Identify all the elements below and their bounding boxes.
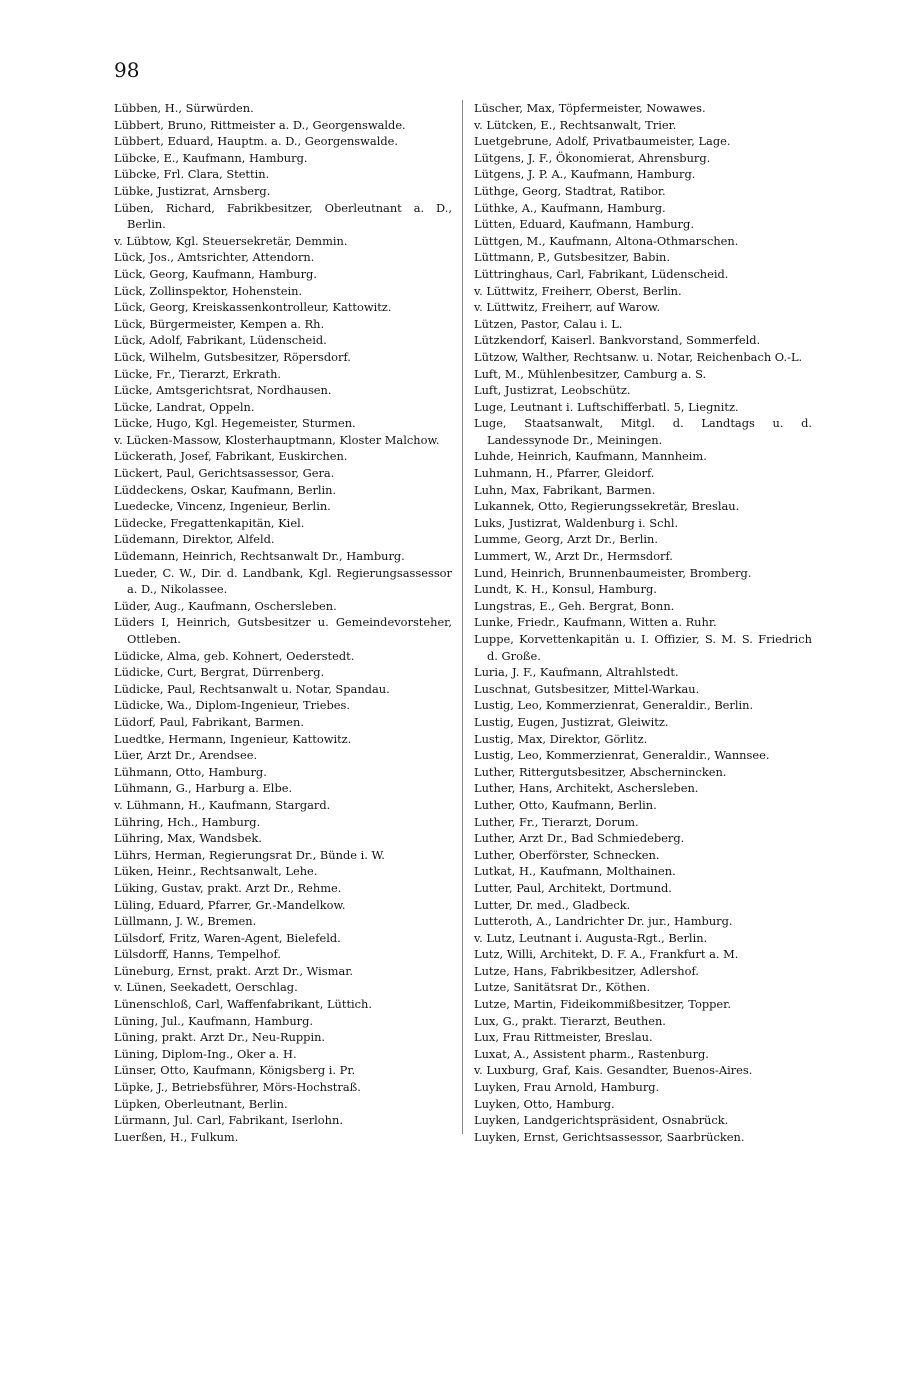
directory-entry: Lünenschloß, Carl, Waffenfabrikant, Lüttich.	[114, 997, 373, 1012]
directory-entry: Luge, Leutnant i. Luftschifferbatl. 5, Liegnitz.	[474, 399, 739, 414]
directory-entry: Lühmann, Otto, Hamburg.	[114, 764, 267, 779]
directory-entry: Luyken, Otto, Hamburg.	[474, 1096, 615, 1111]
directory-entry: Lütgens, J. P. A., Kaufmann, Hamburg.	[474, 167, 696, 182]
directory-entry: Luge, Staatsanwalt, Mitgl. d. Landtags u. d. Landessynode Dr., Meiningen.	[474, 416, 812, 447]
directory-entry: Luedecke, Vincenz, Ingenieur, Berlin.	[114, 499, 331, 514]
directory-entry: Lück, Bürgermeister, Kempen a. Rh.	[114, 316, 325, 331]
directory-entry: v. Lünen, Seekadett, Oerschlag.	[114, 980, 298, 995]
directory-entry: Lüttringhaus, Carl, Fabrikant, Lüdenscheid.	[474, 266, 729, 281]
directory-entry: Lüdicke, Paul, Rechtsanwalt u. Notar, Spandau.	[114, 681, 390, 696]
directory-entry: Lutteroth, A., Landrichter Dr. jur., Hamburg.	[474, 914, 733, 929]
directory-entry: Lück, Jos., Amtsrichter, Attendorn.	[114, 250, 315, 265]
directory-entry: Lübke, Justizrat, Arnsberg.	[114, 183, 271, 198]
directory-entry: Lückerath, Josef, Fabrikant, Euskirchen.	[114, 449, 348, 464]
directory-entry: Lüdemann, Direktor, Alfeld.	[114, 532, 275, 547]
directory-entry: Lück, Wilhelm, Gutsbesitzer, Röpersdorf.	[114, 349, 351, 364]
directory-entry: Lundt, K. H., Konsul, Hamburg.	[474, 582, 657, 597]
directory-entry: Lühring, Hch., Hamburg.	[114, 814, 261, 829]
directory-entry: Lübcke, E., Kaufmann, Hamburg.	[114, 150, 308, 165]
directory-entry: Luria, J. F., Kaufmann, Altrahlstedt.	[474, 665, 679, 680]
directory-entry: Luetgebrune, Adolf, Privatbaumeister, Lage.	[474, 134, 731, 149]
page-number: 98	[114, 58, 140, 82]
directory-entry: Lüpken, Oberleutnant, Berlin.	[114, 1096, 288, 1111]
directory-entry: Luyken, Frau Arnold, Hamburg.	[474, 1080, 660, 1095]
directory-entry: Lüthke, A., Kaufmann, Hamburg.	[474, 200, 666, 215]
directory-entry: Lund, Heinrich, Brunnenbaumeister, Bromberg.	[474, 565, 752, 580]
directory-entry: Lüdemann, Heinrich, Rechtsanwalt Dr., Hamburg.	[114, 549, 405, 564]
directory-entry: Lünser, Otto, Kaufmann, Königsberg i. Pr.	[114, 1063, 356, 1078]
directory-entry: Lutz, Willi, Architekt, D. F. A., Frankfurt a. M.	[474, 947, 739, 962]
directory-entry: Lüdorf, Paul, Fabrikant, Barmen.	[114, 714, 304, 729]
directory-entry: Lutze, Hans, Fabrikbesitzer, Adlershof.	[474, 963, 699, 978]
directory-entry: Lühmann, G., Harburg a. Elbe.	[114, 781, 293, 796]
directory-entry: Luhmann, H., Pfarrer, Gleidorf.	[474, 466, 655, 481]
directory-entry: Lützow, Walther, Rechtsanw. u. Notar, Reichenbach O.-L.	[474, 349, 803, 364]
directory-entry: Luft, M., Mühlenbesitzer, Camburg a. S.	[474, 366, 707, 381]
directory-entry: Lutter, Paul, Architekt, Dortmund.	[474, 880, 672, 895]
directory-entry: v. Lutz, Leutnant i. Augusta-Rgt., Berlin.	[474, 930, 708, 945]
directory-entry: Lücke, Fr., Tierarzt, Erkrath.	[114, 366, 282, 381]
directory-entry: Lüning, prakt. Arzt Dr., Neu-Ruppin.	[114, 1030, 326, 1045]
column-divider	[462, 100, 463, 1134]
directory-entry: Luhde, Heinrich, Kaufmann, Mannheim.	[474, 449, 707, 464]
directory-entry: Lumme, Georg, Arzt Dr., Berlin.	[474, 532, 659, 547]
directory-entry: Lummert, W., Arzt Dr., Hermsdorf.	[474, 549, 673, 564]
directory-entry: Lüscher, Max, Töpfermeister, Nowawes.	[474, 101, 706, 115]
directory-entry: Lückert, Paul, Gerichtsassessor, Gera.	[114, 466, 335, 481]
directory-entry: Lunke, Friedr., Kaufmann, Witten a. Ruhr.	[474, 615, 717, 630]
directory-entry: Lück, Georg, Kreiskassenkontrolleur, Kattowitz.	[114, 300, 392, 315]
directory-entry: Lücke, Landrat, Oppeln.	[114, 399, 255, 414]
directory-entry: Lüning, Jul., Kaufmann, Hamburg.	[114, 1013, 314, 1028]
directory-entry: Lüttgen, M., Kaufmann, Altona-Othmarschen.	[474, 233, 739, 248]
directory-entry: Lühring, Max, Wandsbek.	[114, 831, 262, 846]
directory-entry: Lutze, Martin, Fideikommißbesitzer, Topper.	[474, 997, 731, 1012]
directory-entry: Luhn, Max, Fabrikant, Barmen.	[474, 482, 656, 497]
directory-entry: Luerßen, H., Fulkum.	[114, 1129, 239, 1144]
directory-entry: Lux, Frau Rittmeister, Breslau.	[474, 1030, 653, 1045]
directory-entry: Lützen, Pastor, Calau i. L.	[474, 316, 623, 331]
directory-entry: Lütgens, J. F., Ökonomierat, Ahrensburg.	[474, 150, 711, 165]
directory-entry: Luther, Fr., Tierarzt, Dorum.	[474, 814, 639, 829]
right-column	[474, 100, 812, 1145]
directory-entry: Lustig, Eugen, Justizrat, Gleiwitz.	[474, 714, 669, 729]
directory-entry: Lüder, Aug., Kaufmann, Oschersleben.	[114, 598, 337, 613]
directory-entry: Lüken, Heinr., Rechtsanwalt, Lehe.	[114, 864, 318, 879]
directory-entry: v. Lühmann, H., Kaufmann, Stargard.	[114, 797, 331, 812]
directory-entry: Luks, Justizrat, Waldenburg i. Schl.	[474, 515, 679, 530]
directory-entry: Luther, Otto, Kaufmann, Berlin.	[474, 797, 657, 812]
directory-entry: Lustig, Leo, Kommerzienrat, Generaldir., Wannsee.	[474, 748, 770, 763]
directory-entry: Lüben, Richard, Fabrikbesitzer, Oberleutnant a. D., Berlin.	[114, 200, 452, 232]
directory-entry: v. Lücken-Massow, Klosterhauptmann, Kloster Malchow.	[114, 432, 440, 447]
directory-entry: Lukannek, Otto, Regierungssekretär, Breslau.	[474, 499, 740, 514]
directory-entry: Luther, Hans, Architekt, Aschersleben.	[474, 781, 699, 796]
directory-entry: Lülsdorff, Hanns, Tempelhof.	[114, 947, 281, 962]
directory-entry: Lüer, Arzt Dr., Arendsee.	[114, 748, 258, 763]
directory-entry: Lück, Zollinspektor, Hohenstein.	[114, 283, 303, 298]
directory-entry: Lürmann, Jul. Carl, Fabrikant, Iserlohn.	[114, 1113, 343, 1128]
directory-entry: Lützkendorf, Kaiserl. Bankvorstand, Sommerfeld.	[474, 333, 761, 348]
directory-entry: v. Lüttwitz, Freiherr, Oberst, Berlin.	[474, 283, 682, 298]
directory-entry: Lübbert, Eduard, Hauptm. a. D., Georgenswalde.	[114, 134, 398, 149]
directory-entry: Luppe, Korvettenkapitän u. I. Offizier, S. M. S. Friedrich d. Große.	[474, 632, 812, 663]
directory-entry: Luther, Rittergutsbesitzer, Abschernincken.	[474, 764, 727, 779]
directory-entry: Lutze, Sanitätsrat Dr., Köthen.	[474, 980, 651, 995]
directory-entry: Lülsdorf, Fritz, Waren-Agent, Bielefeld.	[114, 930, 341, 945]
directory-entry: Luft, Justizrat, Leobschütz.	[474, 383, 631, 398]
directory-entry: Lüpke, J., Betriebsführer, Mörs-Hochstraß.	[114, 1080, 361, 1095]
directory-entry: Lüning, Diplom-Ing., Oker a. H.	[114, 1046, 297, 1061]
directory-entry: v. Lüttwitz, Freiherr, auf Warow.	[474, 300, 661, 315]
directory-entry: Lustig, Max, Direktor, Görlitz.	[474, 731, 648, 746]
directory-entry: Lück, Georg, Kaufmann, Hamburg.	[114, 266, 317, 281]
directory-entry: v. Lübtow, Kgl. Steuersekretär, Demmin.	[114, 233, 348, 248]
directory-entry: Lüttmann, P., Gutsbesitzer, Babin.	[474, 250, 670, 265]
directory-entry: Luedtke, Hermann, Ingenieur, Kattowitz.	[114, 731, 352, 746]
directory-entry: Lück, Adolf, Fabrikant, Lüdenscheid.	[114, 333, 327, 348]
directory-entry: Lüdicke, Alma, geb. Kohnert, Oederstedt.	[114, 648, 355, 663]
directory-entry: Lücke, Hugo, Kgl. Hegemeister, Sturmen.	[114, 416, 356, 431]
directory-entry: Lücke, Amtsgerichtsrat, Nordhausen.	[114, 383, 332, 398]
directory-entry: Lüneburg, Ernst, prakt. Arzt Dr., Wismar.	[114, 963, 354, 978]
directory-entry: v. Lütcken, E., Rechtsanwalt, Trier.	[474, 117, 677, 132]
directory-entry: Luther, Arzt Dr., Bad Schmiedeberg.	[474, 831, 685, 846]
directory-entry: Lüdicke, Curt, Bergrat, Dürrenberg.	[114, 665, 325, 680]
directory-entry: Luschnat, Gutsbesitzer, Mittel-Warkau.	[474, 681, 700, 696]
left-column	[114, 100, 452, 1145]
directory-entry: Lübcke, Frl. Clara, Stettin.	[114, 167, 270, 182]
directory-entry: Luyken, Ernst, Gerichtsassessor, Saarbrücken.	[474, 1129, 745, 1144]
directory-entry: Lüling, Eduard, Pfarrer, Gr.-Mandelkow.	[114, 897, 346, 912]
directory-entry: Lüllmann, J. W., Bremen.	[114, 914, 257, 929]
directory-entry: Lübbert, Bruno, Rittmeister a. D., Georgenswalde.	[114, 117, 406, 132]
directory-entry: Lüthge, Georg, Stadtrat, Ratibor.	[474, 183, 666, 198]
directory-entry: Lungstras, E., Geh. Bergrat, Bonn.	[474, 598, 675, 613]
directory-entry: Lübben, H., Sürwürden.	[114, 101, 254, 115]
directory-entry: Luther, Oberförster, Schnecken.	[474, 847, 660, 862]
directory-entry: Lustig, Leo, Kommerzienrat, Generaldir., Berlin.	[474, 698, 754, 713]
directory-entry: Lueder, C. W., Dir. d. Landbank, Kgl. Regierungsassessor a. D., Nikolassee.	[114, 565, 452, 597]
directory-entry: Luxat, A., Assistent pharm., Rastenburg.	[474, 1046, 709, 1061]
directory-entry: Lüking, Gustav, prakt. Arzt Dr., Rehme.	[114, 880, 342, 895]
directory-entry: Lührs, Herman, Regierungsrat Dr., Bünde i. W.	[114, 847, 385, 862]
directory-entry: Lüders I, Heinrich, Gutsbesitzer u. Gemeindevorsteher, Ottleben.	[114, 615, 452, 646]
directory-entry: Lux, G., prakt. Tierarzt, Beuthen.	[474, 1013, 666, 1028]
directory-entry: Lüddeckens, Oskar, Kaufmann, Berlin.	[114, 482, 337, 497]
directory-entry: Luyken, Landgerichtspräsident, Osnabrück.	[474, 1113, 729, 1128]
directory-entry: Lüdicke, Wa., Diplom-Ingenieur, Triebes.	[114, 698, 350, 713]
directory-entry: Lutkat, H., Kaufmann, Molthainen.	[474, 864, 676, 879]
directory-entry: Lutter, Dr. med., Gladbeck.	[474, 897, 631, 912]
directory-entry: Lüdecke, Fregattenkapitän, Kiel.	[114, 515, 305, 530]
directory-entry: v. Luxburg, Graf, Kais. Gesandter, Buenos-Aires.	[474, 1063, 753, 1078]
directory-entry: Lütten, Eduard, Kaufmann, Hamburg.	[474, 217, 694, 232]
